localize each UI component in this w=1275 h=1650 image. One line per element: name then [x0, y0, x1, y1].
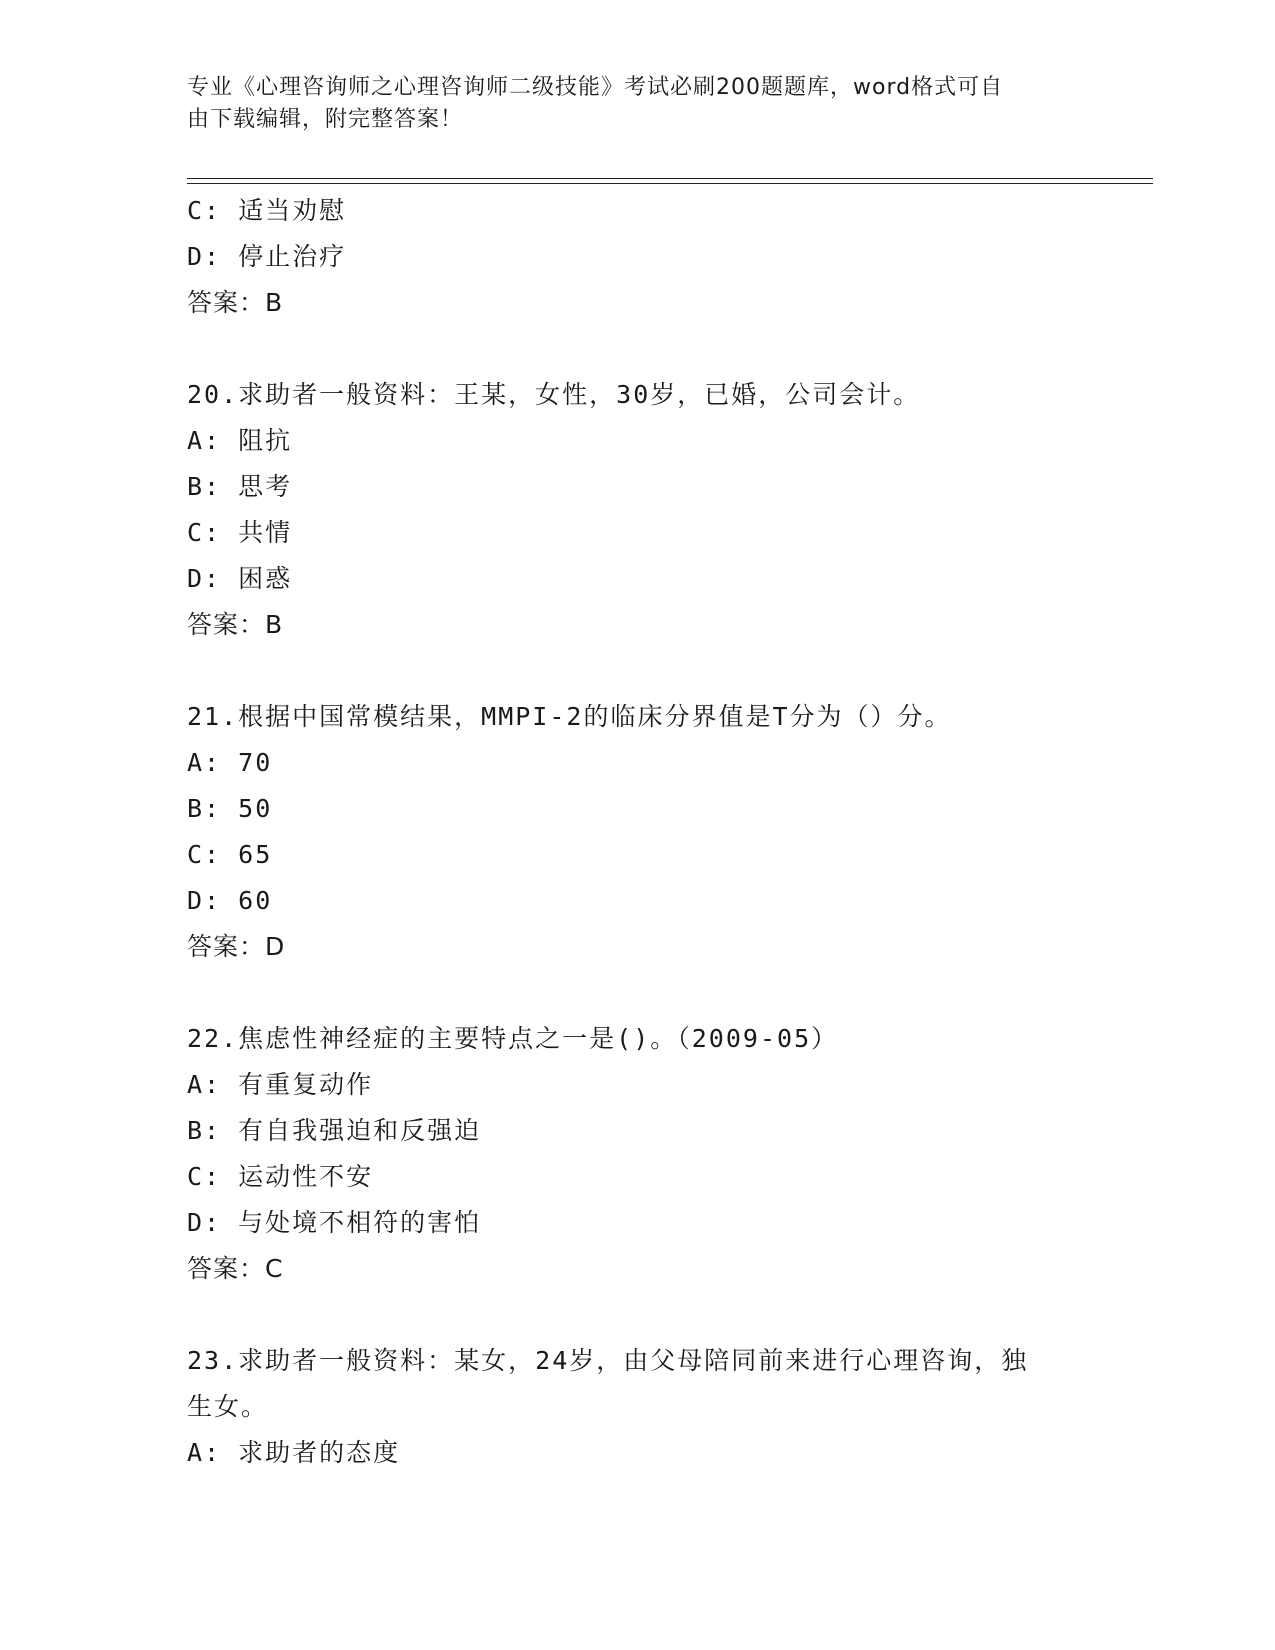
option-a: A: 求助者的态度 [187, 1438, 401, 1467]
question-stem: 20.求助者一般资料：王某，女性，30岁，已婚，公司会计。 [187, 380, 921, 409]
question-stem: 22.焦虑性神经症的主要特点之一是()。（2009-05） [187, 1024, 839, 1053]
header-divider-top [187, 178, 1153, 179]
option-c: C: 适当劝慰 [187, 196, 347, 225]
question-list [187, 188, 1087, 1476]
option-c: C: 65 [187, 840, 273, 869]
option-c: C: 共情 [187, 518, 293, 547]
option-d: D: 困惑 [187, 564, 293, 593]
question-stem-line-2: 生女。 [187, 1392, 269, 1421]
header-title-line-1: 专业《心理咨询师之心理咨询师二级技能》考试必刷200题题库，word格式可自 [187, 75, 1004, 100]
question-block-carryover [187, 188, 1087, 326]
option-d: D: 与处境不相符的害怕 [187, 1208, 482, 1237]
option-a: A: 阻抗 [187, 426, 293, 455]
option-b: B: 有自我强迫和反强迫 [187, 1116, 482, 1145]
question-block-21 [187, 694, 1087, 970]
answer-line: 答案：B [187, 610, 284, 639]
document-header [187, 72, 1067, 136]
question-block-23 [187, 1338, 1087, 1476]
spacer [187, 970, 1087, 1016]
question-stem: 21.根据中国常模结果，MMPI-2的临床分界值是T分为（）分。 [187, 702, 952, 731]
option-d: D: 60 [187, 886, 273, 915]
option-b: B: 思考 [187, 472, 293, 501]
option-a: A: 有重复动作 [187, 1070, 374, 1099]
option-a: A: 70 [187, 748, 273, 777]
spacer [187, 1292, 1087, 1338]
question-block-20 [187, 372, 1087, 648]
spacer [187, 648, 1087, 694]
answer-line: 答案：C [187, 1254, 284, 1283]
answer-line: 答案：D [187, 932, 286, 961]
header-title-line-2: 由下载编辑，附完整答案！ [187, 107, 464, 132]
answer-line: 答案：B [187, 288, 284, 317]
option-c: C: 运动性不安 [187, 1162, 374, 1191]
header-divider-bottom [187, 183, 1153, 184]
spacer [187, 326, 1087, 372]
option-d: D: 停止治疗 [187, 242, 347, 271]
option-b: B: 50 [187, 794, 273, 823]
question-block-22 [187, 1016, 1087, 1292]
question-stem-line-1: 23.求助者一般资料：某女，24岁，由父母陪同前来进行心理咨询，独 [187, 1346, 1029, 1375]
